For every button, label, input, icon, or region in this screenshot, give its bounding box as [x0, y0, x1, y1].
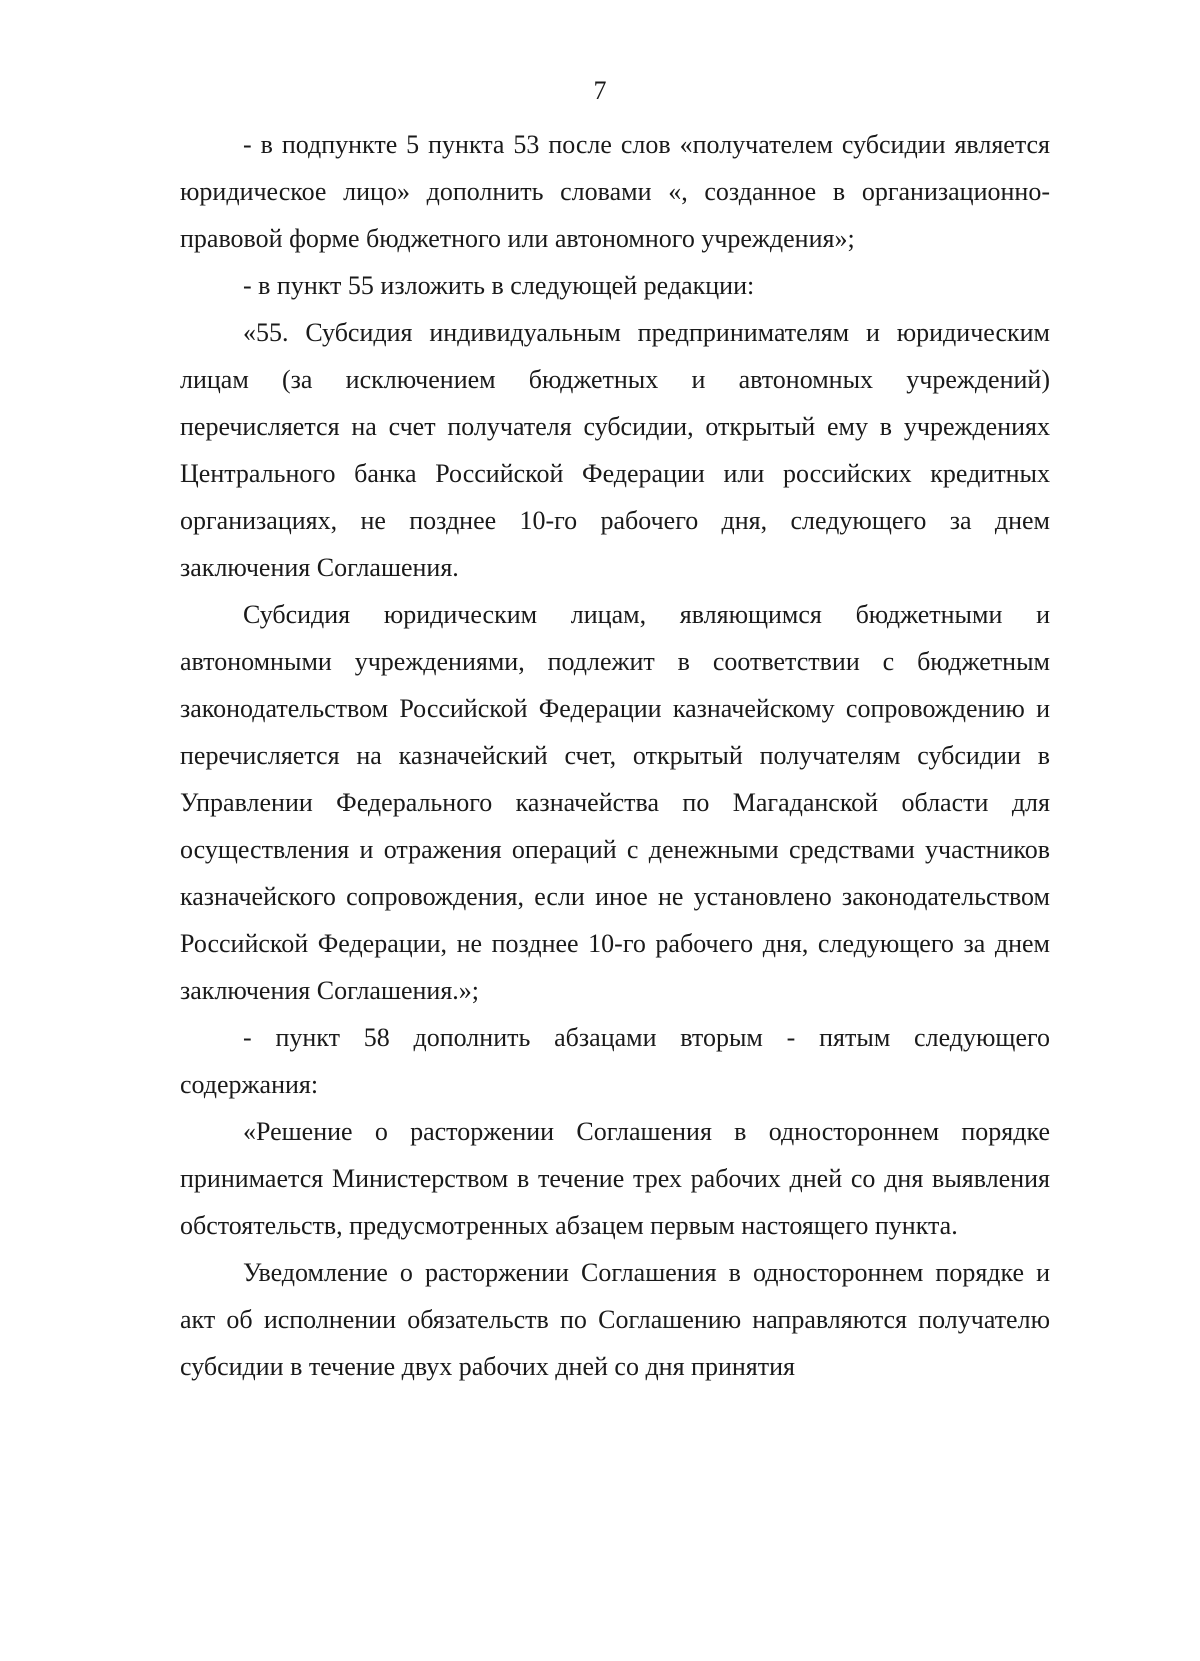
paragraph-subsidy-budget-institutions: Субсидия юридическим лицам, являющимся бюджетными и автономными учреждениями, подлежит в соответствии с бюджетным законодательством Российской Федерации казначейскому сопровождению и перечисляется на казначейский счет, открытый получателям субсидии в Управлении Федерального казначейства по Магаданской области для осуществления и отражения операций с денежными средствами участников казначейского сопровождения, если иное не установлено законодательством Российской Федерации, не позднее 10-го рабочего дня, следующего за днем заключения Соглашения.»; — [180, 600, 1050, 1005]
paragraph-amend-58-intro: - пункт 58 дополнить абзацами вторым - пятым следующего содержания: — [180, 1023, 1050, 1099]
page-number: 7 — [593, 76, 607, 105]
paragraph-termination-notice: Уведомление о расторжении Соглашения в одностороннем порядке и акт об исполнении обязательств по Соглашению направляются получателю субсидии в течение двух рабочих дней со дня принятия — [180, 1258, 1050, 1381]
paragraph-55-text: «55. Субсидия индивидуальным предпринимателям и юридическим лицам (за исключением бюджетных и автономных учреждений) перечисляется на счет получателя субсидии, открытый ему в учреждениях Центрального банка Российской Федерации или российских кредитных организациях, не позднее 10-го рабочего дня, следующего за днем заключения Соглашения. — [180, 318, 1050, 582]
document-body — [180, 121, 1050, 1390]
paragraph-termination-decision: «Решение о расторжении Соглашения в одностороннем порядке принимается Министерством в течение трех рабочих дней со дня выявления обстоятельств, предусмотренных абзацем первым настоящего пункта. — [180, 1117, 1050, 1240]
paragraph-amend-53: - в подпункте 5 пункта 53 после слов «получателем субсидии является юридическое лицо» дополнить словами «, созданное в организационно-правовой форме бюджетного или автономного учреждения»; — [180, 130, 1050, 253]
paragraph-amend-55-intro: - в пункт 55 изложить в следующей редакции: — [243, 271, 755, 300]
